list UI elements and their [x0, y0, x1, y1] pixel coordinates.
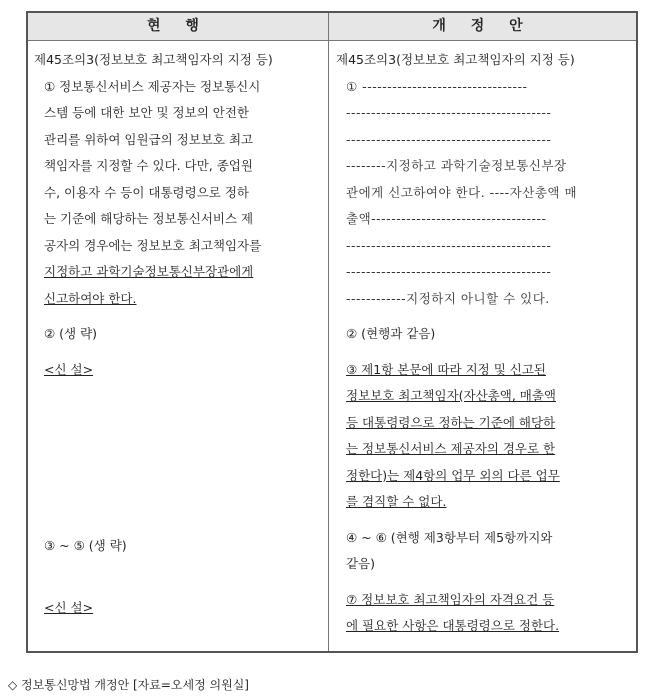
text-line: 공자의 경우에는 정보보호 최고책임자를 — [44, 237, 262, 253]
current-paragraph-3-5: ③ ~ ⑤ (생 략) — [44, 538, 127, 553]
header-current: 현 행 — [147, 18, 209, 34]
text-line: 같음) — [346, 556, 376, 571]
current-column — [34, 47, 324, 621]
current-paragraph-1 — [34, 74, 324, 622]
text-line: 관에게 신고하여야 한다. ----자산총액 매 — [346, 184, 578, 200]
text-line-underlined: 신고하여야 한다. — [44, 290, 137, 306]
text-line-underlined: 에 필요한 사항은 대통령령으로 정한다. — [346, 618, 560, 633]
proposed-article-title: 제45조의3(정보보호 최고책임자의 지정 등) — [336, 52, 575, 67]
text-line: 스템 등에 대한 보안 및 정보의 안전한 — [44, 105, 249, 120]
text-line: 관리를 위하여 임원급의 정보보호 최고 — [44, 131, 254, 147]
text-line-underlined: 정보보호 최고책임자(자산총액, 매출액 — [346, 388, 556, 403]
current-article-title: 제45조의3(정보보호 최고책임자의 지정 등) — [34, 52, 273, 67]
proposed-paragraph-3 — [346, 357, 634, 516]
text-line: --------지정하고 과학기술정보통신부장 — [346, 158, 567, 173]
proposed-column — [336, 47, 634, 640]
text-line: 책임자를 지정할 수 있다. 다만, 종업원 — [44, 158, 253, 173]
text-line-underlined: 정한다)는 제4항의 업무 외의 다른 업무 — [346, 467, 560, 483]
column-divider — [328, 13, 329, 651]
current-new-marker-1: <신 설> — [44, 361, 94, 377]
text-line: 출액----------------------------------- — [346, 211, 547, 226]
proposed-paragraph-1 — [336, 74, 634, 640]
comparison-table — [26, 11, 638, 653]
table-header — [28, 13, 636, 41]
text-line: 는 기준에 해당하는 정보통신서비스 제 — [44, 211, 254, 226]
text-line-underlined: 등 대통령령으로 정하는 기준에 해당하 — [346, 414, 556, 430]
text-line: ① 정보통신서비스 제공자는 정보통신시 — [44, 78, 261, 94]
proposed-paragraph-4-6 — [346, 525, 634, 578]
text-line: ----------------------------------------- — [346, 264, 552, 279]
text-line-underlined: 는 정보통신서비스 제공자의 경우로 한 — [346, 441, 556, 456]
text-line: ① --------------------------------- — [346, 78, 528, 94]
text-line: ----------------------------------------- — [346, 105, 552, 120]
text-line: 수, 이용자 수 등이 대통령령으로 정하 — [44, 184, 249, 200]
text-line-underlined: 지정하고 과학기술정보통신부장관에게 — [44, 264, 254, 279]
text-line: ----------------------------------------- — [346, 131, 552, 147]
text-line-underlined: 를 겸직할 수 없다. — [346, 494, 447, 509]
text-line-underlined: ③ 제1항 본문에 따라 지정 및 신고된 — [346, 361, 546, 377]
text-line-underlined: ⑦ 정보보호 최고책임자의 자격요건 등 — [346, 591, 555, 607]
text-line: ④ ~ ⑥ (현행 제3항부터 제5항까지와 — [346, 529, 553, 545]
figure-caption: ◇ 정보통신망법 개정안 [자료=오세정 의원실] — [8, 678, 249, 692]
text-line: ------------지정하지 아니할 수 있다. — [346, 290, 550, 306]
proposed-paragraph-2: ② (현행과 같음) — [346, 326, 436, 341]
header-proposed: 개 정 안 — [432, 18, 533, 34]
current-paragraph-2: ② (생 략) — [44, 326, 98, 341]
current-new-marker-2: <신 설> — [44, 599, 94, 615]
proposed-paragraph-7 — [346, 587, 634, 640]
text-line: ----------------------------------------- — [346, 237, 552, 253]
